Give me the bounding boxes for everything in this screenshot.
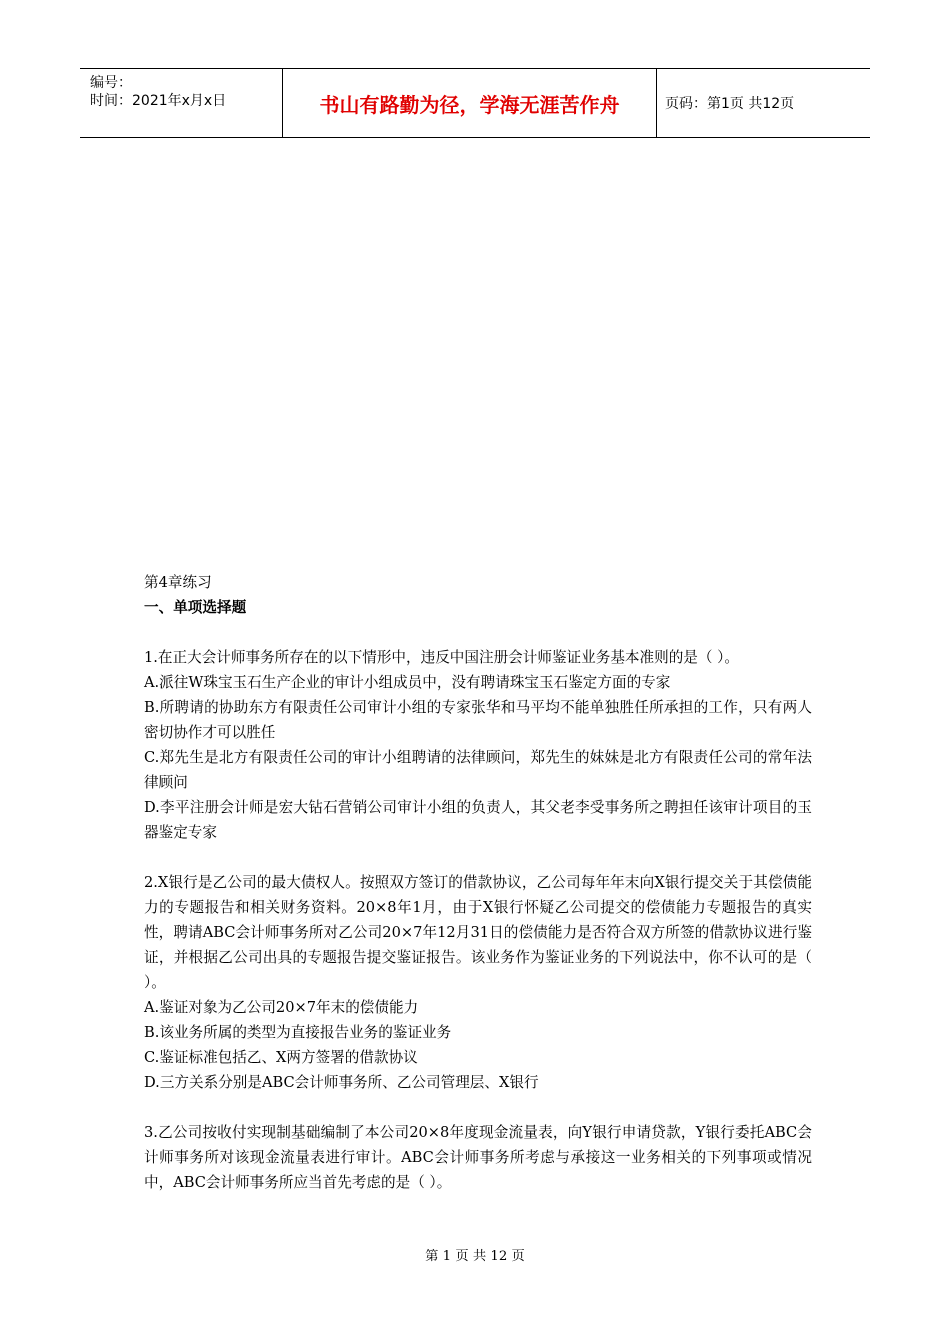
option-c: C.鉴证标准包括乙、X两方签署的借款协议 <box>144 1049 418 1066</box>
question-stem: 3.乙公司按收付实现制基础编制了本公司20×8年度现金流量表，向Y银行申请贷款，Y银行委托ABC会计师事务所对该现金流量表进行审计。ABC会计师事务所考虑与承接这一业务相关的下列事项或情况中，ABC会计师事务所应当首先考虑的是（ ）。 <box>144 1124 812 1191</box>
document-header <box>80 68 870 138</box>
motto-text: 书山有路勤为径，学海无涯苦作舟 <box>319 92 620 117</box>
header-page-cell <box>657 69 870 137</box>
question-stem: 1.在正大会计师事务所存在的以下情形中，违反中国注册会计师鉴证业务基本准则的是（ ）。 <box>144 649 740 666</box>
option-b: B.所聘请的协助东方有限责任公司审计小组的专家张华和马平均不能单独胜任所承担的工作，只有两人密切协作才可以胜任 <box>144 699 812 741</box>
section-title: 一、单项选择题 <box>144 599 247 616</box>
page-footer: 第 1 页 共 12 页 <box>425 1249 525 1264</box>
option-a: A.派往W珠宝玉石生产企业的审计小组成员中，没有聘请珠宝玉石鉴定方面的专家 <box>144 674 671 691</box>
time-label: 时间：2021年x月x日 <box>90 93 227 109</box>
serial-number-label: 编号： <box>90 75 132 91</box>
question-1 <box>144 645 812 845</box>
header-motto-cell <box>283 69 657 137</box>
header-info-cell <box>80 69 283 137</box>
question-2 <box>144 870 812 1095</box>
option-a: A.鉴证对象为乙公司20×7年末的偿债能力 <box>144 999 419 1016</box>
question-stem: 2.X银行是乙公司的最大债权人。按照双方签订的借款协议，乙公司每年年末向X银行提交关于其偿债能力的专题报告和相关财务资料。20×8年1月，由于X银行怀疑乙公司提交的偿债能力专题报告的真实性，聘请ABC会计师事务所对乙公司20×7年12月31日的偿债能力是否符合双方所签的借款协议进行鉴证，并根据乙公司出具的专题报告提交鉴证报告。该业务作为鉴证业务的下列说法中，你不认可的是（ ）。 <box>144 874 812 991</box>
document-body <box>144 570 812 1195</box>
page-info: 页码：第1页 共12页 <box>665 96 795 112</box>
option-d: D.三方关系分别是ABC会计师事务所、乙公司管理层、X银行 <box>144 1074 539 1091</box>
chapter-title: 第4章练习 <box>144 574 212 591</box>
option-c: C.郑先生是北方有限责任公司的审计小组聘请的法律顾问，郑先生的妹妹是北方有限责任公司的常年法律顾问 <box>144 749 812 791</box>
question-3 <box>144 1120 812 1195</box>
option-b: B.该业务所属的类型为直接报告业务的鉴证业务 <box>144 1024 452 1041</box>
option-d: D.李平注册会计师是宏大钻石营销公司审计小组的负责人，其父老李受事务所之聘担任该审计项目的玉器鉴定专家 <box>144 799 812 841</box>
